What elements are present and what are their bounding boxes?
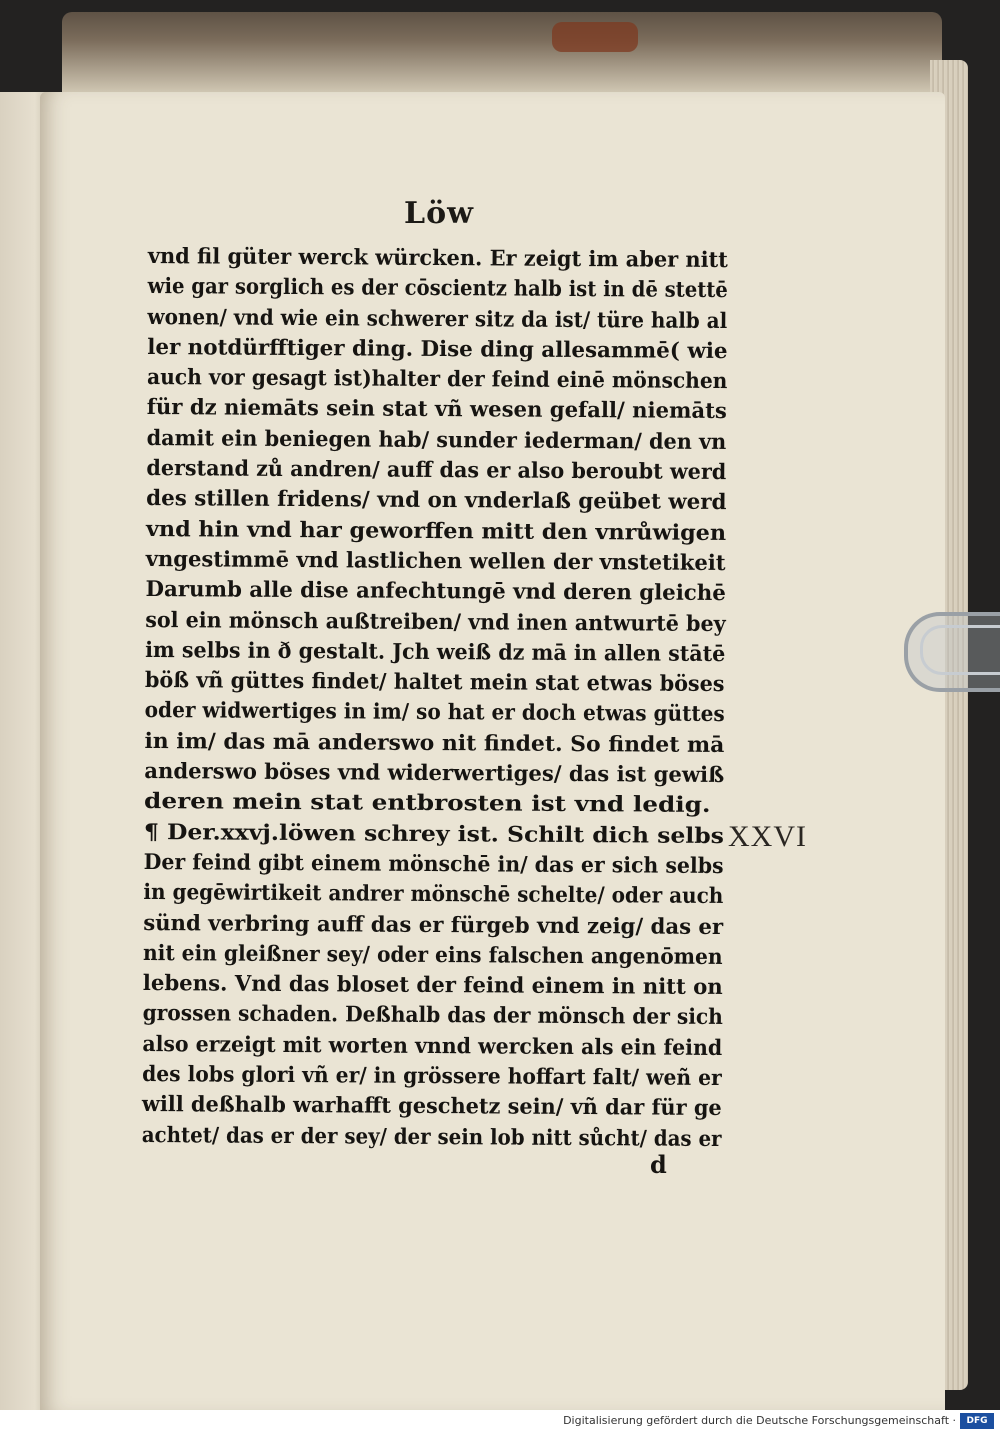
text-line: nit ein gleißner sey/ oder eins falschen angenōmen — [142, 940, 723, 970]
text-line: wonen/ vnd wie ein schwerer sitz da ist/ türe halb al — [147, 304, 728, 334]
footer-credit: Digitalisierung gefördert durch die Deutsche Forschungsgemeinschaft · — [563, 1414, 956, 1427]
text-line: böß vñ güttes findet/ haltet mein stat etwas böses — [144, 668, 725, 698]
catchword: d — [650, 1150, 667, 1179]
text-line: Der feind gibt einem mönschē in/ das er sich selbs — [143, 849, 724, 879]
text-line: deren mein stat entbrosten ist vnd ledig. — [144, 789, 711, 819]
spine-stain — [552, 22, 638, 52]
text-line: in im/ das mā anderswo nit findet. So findet mā — [144, 728, 725, 758]
text-line: vnd fil güter werck würcken. Er zeigt im aber nitt — [147, 243, 728, 274]
text-line: also erzeigt mit worten vnnd wercken als ein feind — [142, 1031, 723, 1061]
dfg-logo: DFG — [960, 1413, 994, 1429]
text-line: achtet/ das er der sey/ der sein lob nitt sůcht/ das er — [141, 1122, 722, 1152]
book-top-edge — [62, 12, 942, 92]
page-text — [142, 242, 738, 1155]
text-line: anderswo böses vnd widerwertiges/ das ist gewiß — [144, 759, 725, 789]
text-line: lebens. Vnd das bloset der feind einem in nitt on — [142, 971, 723, 1001]
text-line: vnd hin vnd har geworffen mitt den vnrůwigen — [145, 516, 727, 546]
text-line: vngestimmē vnd lastlichen wellen der vnstetikeit — [145, 546, 726, 577]
text-line: sol ein mönsch außtreiben/ vnd inen antwurtē bey — [145, 607, 726, 637]
text-line: in gegēwirtikeit andrer mönschē schelte/ oder auch — [143, 880, 724, 910]
running-head: Löw — [404, 196, 474, 231]
text-line: im selbs in ð gestalt. Jch weiß dz mā in allen stātē — [145, 637, 726, 667]
text-line: oder widwertiges in im/ so hat er doch etwas güttes — [144, 698, 725, 728]
text-line: derstand zů andren/ auff das er also beroubt werd — [146, 456, 727, 486]
text-line: für dz niemāts sein stat vñ wesen gefall/ niemāts — [146, 395, 727, 425]
text-line: des lobs glori vñ er/ in grössere hoffart falt/ weñ er — [142, 1061, 722, 1092]
text-line: Darumb alle dise anfechtungē vnd deren gleichē — [145, 577, 726, 607]
margin-chapter-number: XXVI — [728, 820, 807, 853]
text-line: sünd verbring auff das er fürgeb vnd zeig/ das er — [143, 910, 724, 940]
text-line: will deßhalb warhafft geschetz sein/ vñ dar für ge — [141, 1092, 722, 1122]
text-line: des stillen fridens/ vnd on vnderlaß geübet werd — [146, 486, 727, 516]
text-line: ¶ Der.xxvj.löwen schrey ist. Schilt dich selbs — [143, 819, 724, 849]
text-line: damit ein beniegen hab/ sunder iederman/ den vn — [146, 425, 727, 455]
text-line: wie gar sorglich es der cōscientz halb ist in dē stettē — [147, 274, 728, 304]
page-clip-inner — [920, 625, 1000, 675]
text-line: ler notdürfftiger ding. Dise ding allesammē( wie — [147, 334, 728, 364]
text-line: grossen schaden. Deßhalb das der mönsch der sich — [142, 1001, 723, 1031]
text-line: auch vor gesagt ist)halter der feind einē mönschen — [146, 365, 728, 395]
footer-bar — [0, 1410, 1000, 1433]
